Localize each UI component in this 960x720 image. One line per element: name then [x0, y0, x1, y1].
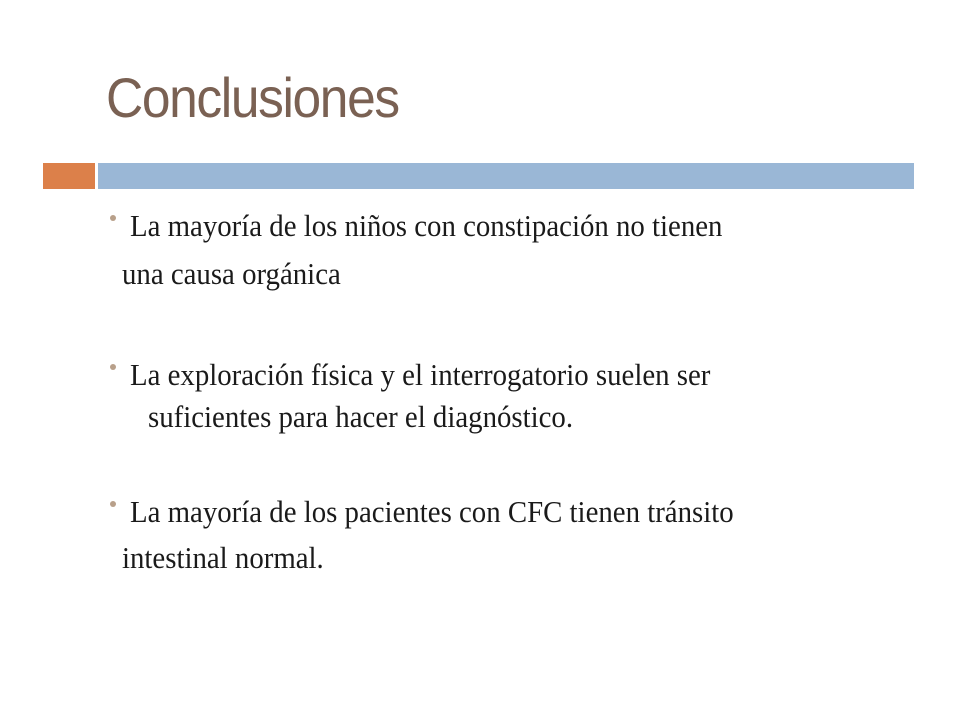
- bullet-2-line-1: La exploración física y el interrogatorio suelen ser: [130, 357, 711, 392]
- bullet-dot-icon: [110, 501, 116, 507]
- bullet-dot-icon: [110, 364, 116, 370]
- bullet-1-line-1: La mayoría de los niños con constipación no tienen: [130, 208, 723, 243]
- slide-title: Conclusiones: [106, 66, 399, 129]
- bullet-1-line-2: una causa orgánica: [122, 256, 341, 291]
- bullet-3-line-1: La mayoría de los pacientes con CFC tienen tránsito: [130, 494, 734, 529]
- bullet-dot-icon: [110, 215, 116, 221]
- bullet-2-line-2: suficientes para hacer el diagnóstico.: [148, 399, 574, 434]
- bullet-3-line-2: intestinal normal.: [122, 540, 324, 575]
